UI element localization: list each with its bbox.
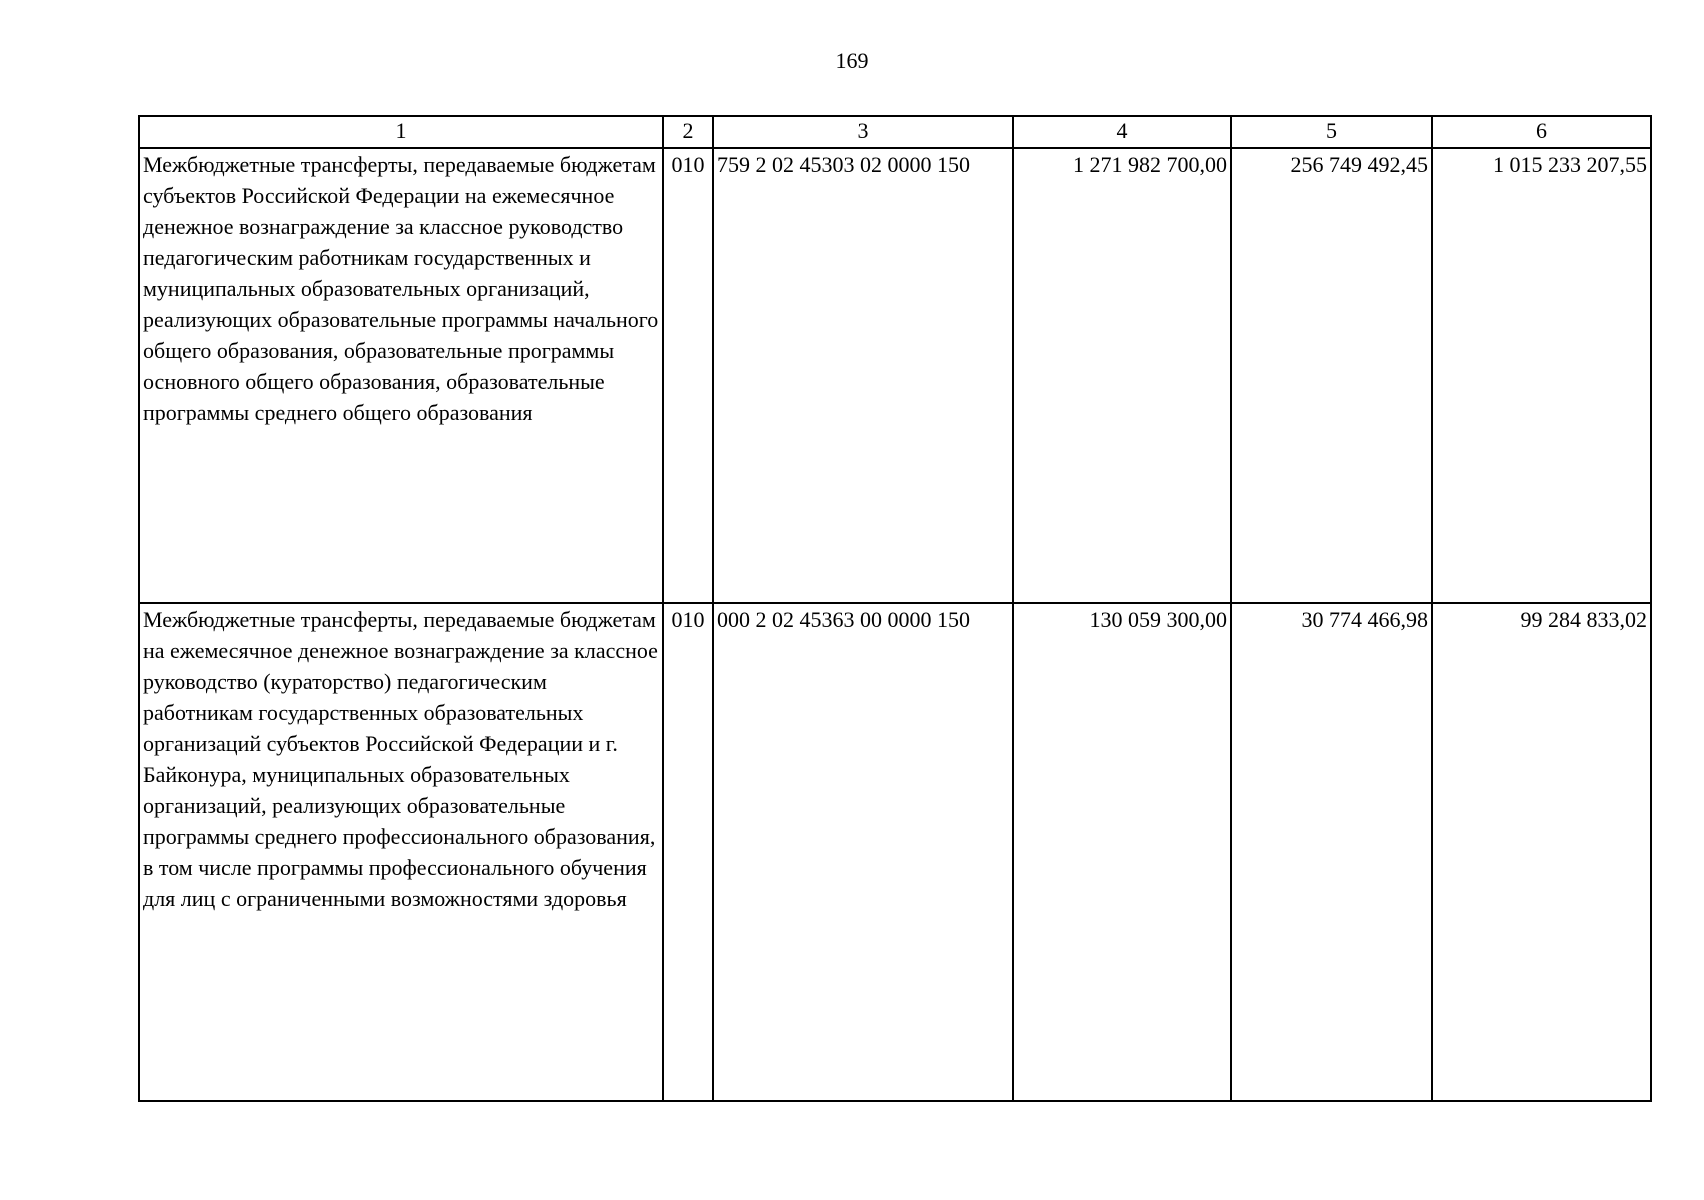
cell-col6: 1 015 233 207,55	[1432, 148, 1651, 603]
column-header-2: 2	[663, 116, 713, 148]
cell-col6: 99 284 833,02	[1432, 603, 1651, 1101]
column-header-6: 6	[1432, 116, 1651, 148]
cell-name: Межбюджетные трансферты, передаваемые бюджетам на ежемесячное денежное вознаграждение за классное руководство (кураторство) педагогическим работникам государственных образовательных организаций субъектов Российской Федерации и г. Байконура, муниципальных образовательных организаций, реализующих образовательные программы среднего профессионального образования, в том числе программы профессионального обучения для лиц с ограниченными возможностями здоровья	[139, 603, 663, 1101]
table-header-row	[139, 116, 1651, 148]
cell-line-code: 010	[663, 603, 713, 1101]
cell-col5: 30 774 466,98	[1231, 603, 1432, 1101]
column-header-1: 1	[139, 116, 663, 148]
cell-col4: 1 271 982 700,00	[1013, 148, 1231, 603]
table-row	[139, 148, 1651, 603]
cell-name: Межбюджетные трансферты, передаваемые бюджетам субъектов Российской Федерации на ежемесячное денежное вознаграждение за классное руководство педагогическим работникам государственных и муниципальных образовательных организаций, реализующих образовательные программы начального общего образования, образовательные программы основного общего образования, образовательные программы среднего общего образования	[139, 148, 663, 603]
cell-line-code: 010	[663, 148, 713, 603]
page-number: 169	[835, 48, 869, 73]
column-header-3: 3	[713, 116, 1013, 148]
column-header-4: 4	[1013, 116, 1231, 148]
cell-col5: 256 749 492,45	[1231, 148, 1432, 603]
cell-budget-code: 000 2 02 45363 00 0000 150	[713, 603, 1013, 1101]
column-header-5: 5	[1231, 116, 1432, 148]
budget-table	[138, 115, 1652, 1102]
cell-col4: 130 059 300,00	[1013, 603, 1231, 1101]
cell-budget-code: 759 2 02 45303 02 0000 150	[713, 148, 1013, 603]
table-row	[139, 603, 1651, 1101]
